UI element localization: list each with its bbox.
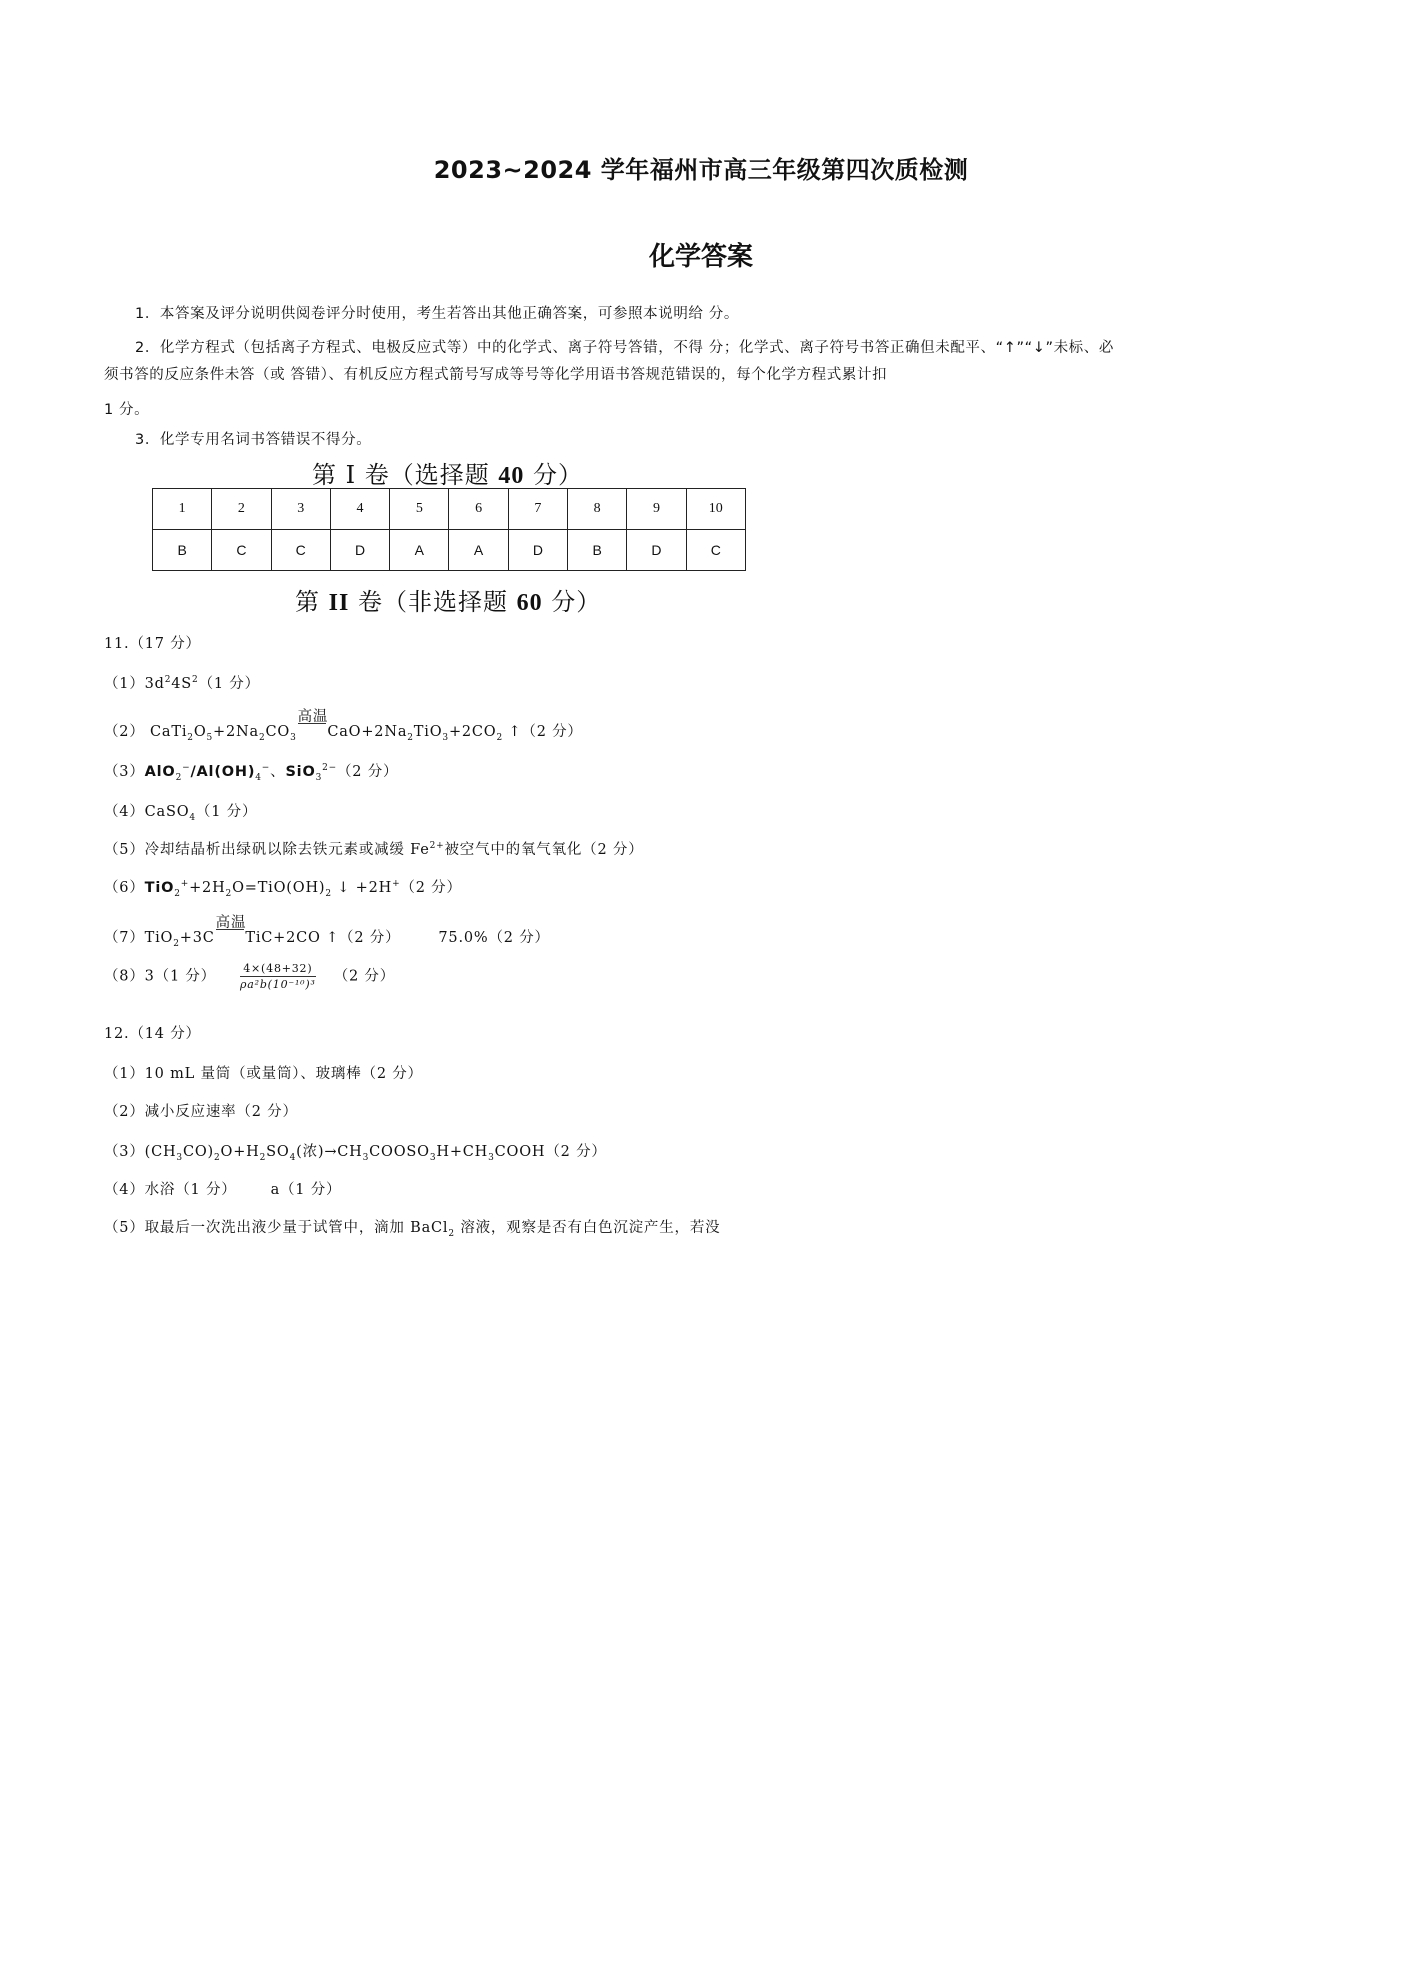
q11-answer-3: $(3)AlO_2^-/Al(OH)_4^-$、SiO$_3^{2-}$（2 分） bbox=[104, 763, 399, 783]
note-2-line-1: 2．化学方程式（包括离子方程式、电极反应式等）中的化学式、离子符号答错，不得 分；化学式、离子符号书答正确但未配平、“↑”“↓”未标、必 bbox=[135, 340, 1114, 356]
answer-table bbox=[152, 488, 746, 571]
section-2-heading: 第 II 卷（非选择题 60 分） bbox=[295, 588, 602, 616]
note-3: 3．化学专用名词书答错误不得分。 bbox=[135, 432, 372, 448]
q11-answer-2: （2） $CaTi_2O_5+2Na_2CO_3$ 高温 $CaO+2Na_2TiO_3+2CO_2$ ↑（2 分） bbox=[104, 720, 583, 743]
reaction-condition-line bbox=[297, 709, 329, 740]
answer-letter: C bbox=[271, 530, 330, 571]
answer-letter: D bbox=[627, 530, 686, 571]
q12-answer-4: （4）水浴（1 分） a（1 分） bbox=[104, 1182, 342, 1198]
note-1: 1．本答案及评分说明供阅卷评分时使用，考生若答出其他正确答案，可参照本说明给 分。 bbox=[135, 306, 739, 322]
page-title: 2023~2024 学年福州市高三年级第四次质检测 bbox=[433, 156, 969, 184]
answer-letter: C bbox=[212, 530, 271, 571]
reaction-condition-line bbox=[215, 915, 247, 946]
question-number: 1 bbox=[153, 489, 212, 530]
q11-answer-1: $(1)3d^24S^2(1$ 分） bbox=[104, 675, 260, 692]
question-number: 5 bbox=[390, 489, 449, 530]
answer-letter: D bbox=[330, 530, 389, 571]
q12-answer-1: （1）10 mL 量筒（或量筒）、玻璃棒（2 分） bbox=[104, 1066, 423, 1082]
question-number: 10 bbox=[686, 489, 745, 530]
q12-answer-2: （2）减小反应速率（2 分） bbox=[104, 1104, 298, 1120]
q12-header: 12.（14 分） bbox=[104, 1026, 201, 1042]
reaction-condition: 高温 bbox=[297, 709, 329, 725]
q12-answer-3: $(3)(CH_3CO)_2O+H_2SO_4$(浓)$\to CH_3COOSO_3H+CH_3COOH(2$ 分） bbox=[104, 1144, 607, 1163]
page-subtitle: 化学答案 bbox=[648, 242, 753, 272]
q11-answer-6: $(6)TiO_2^++2H_2O=TiO(OH)_2$ ↓ +2H+（2 分） bbox=[104, 879, 462, 899]
q11-answer-4: （4）CaSO$_4$（1 分） bbox=[104, 804, 258, 823]
reaction-condition: 高温 bbox=[215, 915, 247, 931]
question-number: 7 bbox=[508, 489, 567, 530]
question-number: 8 bbox=[568, 489, 627, 530]
question-number: 9 bbox=[627, 489, 686, 530]
answer-table-answers-row bbox=[153, 530, 746, 571]
answer-letter: A bbox=[390, 530, 449, 571]
question-number: 4 bbox=[330, 489, 389, 530]
q11-answer-8: （8）3（1 分） $\frac{4\times(48+32)}{\text{ρa²b(10⁻¹⁰)³}}$ （2 分） bbox=[104, 962, 396, 991]
note-2-line-2: 须书答的反应条件未答（或 答错）、有机反应方程式箭号写成等号等化学用语书答规范错误的，每个化学方程式累计扣 bbox=[104, 367, 888, 383]
answer-table-numbers-row bbox=[153, 489, 746, 530]
answer-letter: A bbox=[449, 530, 508, 571]
answer-letter: C bbox=[686, 530, 745, 571]
answer-letter: B bbox=[568, 530, 627, 571]
question-number: 2 bbox=[212, 489, 271, 530]
q12-answer-5: （5）取最后一次洗出液少量于试管中，滴加 BaCl$_2$ 溶液，观察是否有白色沉淀产生，若没 bbox=[104, 1220, 721, 1239]
q11-answer-5: （5）冷却结晶析出绿矾以除去铁元素或减缓 $Fe^{2+}$被空气中的氧气氧化（2 分） bbox=[104, 841, 644, 858]
answer-letter: B bbox=[153, 530, 212, 571]
q11-answer-7: （7）TiO$_2$+3C 高温 TiC+2CO ↑（2 分） 75.0%（2 分） bbox=[104, 926, 550, 949]
note-2-line-3: 1 分。 bbox=[104, 402, 150, 418]
density-formula: $\frac{4\times(48+32)}{\text{ρa²b(10⁻¹⁰)³}}$ bbox=[240, 962, 316, 991]
q11-header: 11.（17 分） bbox=[104, 636, 201, 652]
question-number: 6 bbox=[449, 489, 508, 530]
section-1-heading: 第 Ⅰ 卷（选择题 40 分） bbox=[312, 461, 584, 489]
question-number: 3 bbox=[271, 489, 330, 530]
answer-letter: D bbox=[508, 530, 567, 571]
